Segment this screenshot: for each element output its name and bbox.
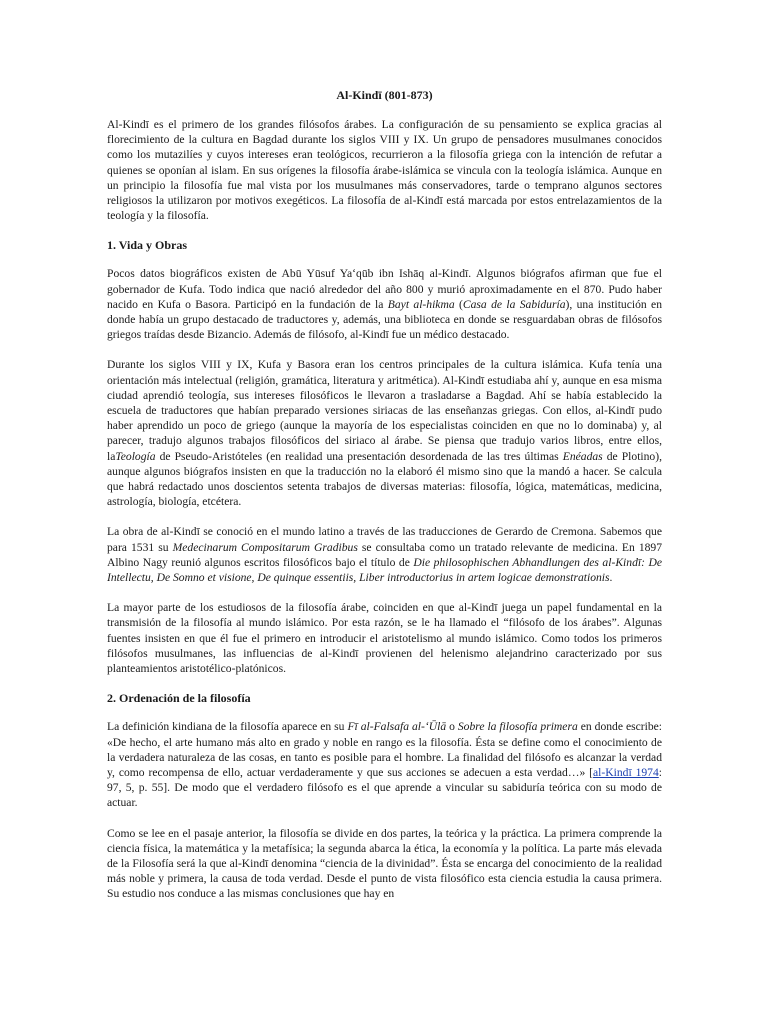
paragraph: La definición kindiana de la filosofía aparece en su Fī al-Falsafa al-‘Ūlā o Sobre la filosofía primera en donde escribe: «De hecho, el arte humano más alto en grado y noble en rango es la filosofía. Ésta se define como el conocimiento de la verdadera naturaleza de las cosas, en tanto es posible para el hombre. La finalidad del filósofo es alcanzar la verdad y, como recompensa de ello, actuar verdaderamente y que sus acciones se adecuen a esta verdad…» [al-Kindī 1974: 97, 5, p. 55]. De modo que el verdadero filósofo es el que aprende a vincular su sabiduría teórica con su modo de actuar. — [107, 720, 662, 810]
paragraph: Durante los siglos VIII y IX, Kufa y Basora eran los centros principales de la cultura islámica. Kufa tenía una orientación más intelectual (religión, gramática, literatura y aritmética). Al-Kindī estudiaba ahí y, aunque en esa misma ciudad aprendió teología, sus intereses filosóficos le llevaron a trasladarse a Bagdad. Ahí se había establecido la escuela de traductores que habían preparado versiones siriacas de las enseñanzas griegas. Con ellos, al-Kindī pudo haber aprendido un poco de griego (aunque la mayoría de los especialistas coinciden en que no lo dominaba) y, al parecer, tradujo algunos trabajos filosóficos del siriaco al árabe. Se piensa que tradujo varios libros, entre ellos, laTeología de Pseudo-Aristóteles (en realidad una presentación desordenada de las tres últimas Enéadas de Plotino), aunque algunos biógrafos insisten en que la traducción no la elaboró él mismo sino que la mandó a hacer. Se calcula que habrá redactado unos doscientos setenta trabajos de diversas materias: filosofía, lógica, matemáticas, medicina, astrología, biología, etcétera. — [107, 358, 662, 509]
document-page — [107, 88, 662, 917]
paragraph: Como se lee en el pasaje anterior, la filosofía se divide en dos partes, la teórica y la práctica. La primera comprende la ciencia física, la matemática y la metafísica; la segunda abarca la ética, la economía y la política. La parte más elevada de la Filosofía será la que al-Kindī denomina “ciencia de la divinidad”. Ésta se encarga del conocimiento de la realidad más noble y primera, la causa de toda verdad. Desde el punto de vista filosófico esta ciencia estudia la causa primera. Su estudio nos conduce a las mismas conclusiones que hay en — [107, 826, 662, 901]
page-title: Al-Kindī (801-873) — [336, 88, 433, 102]
section-heading-vida-obras: 1. Vida y Obras — [107, 238, 188, 253]
paragraph: La obra de al-Kindī se conoció en el mundo latino a través de las traducciones de Gerardo de Cremona. Sabemos que para 1531 su Medecinarum Compositarum Gradibus se consultaba como un tratado relevante de medicina. En 1897 Albino Nagy reunió algunos escritos filosóficos bajo el título de Die philosophischen Abhandlungen des al-Kindī: De Intellectu, De Somno et visione, De quinque essentiis, Liber introductorius in artem logicae demonstrationis. — [107, 525, 663, 585]
section-heading-ordenacion: 2. Ordenación de la filosofía — [107, 691, 251, 706]
paragraph: Pocos datos biográficos existen de Abū Yūsuf Ya‘qūb ibn Ishāq al-Kindī. Algunos biógrafos afirman que fue el gobernador de Kufa. Todo indica que nació alrededor del año 800 y murió aproximadamente en el 870. Pudo haber nacido en Kufa o Basora. Participó en la fundación de la Bayt al-hikma (Casa de la Sabiduría), una institución en donde había un grupo destacado de traductores y, además, una biblioteca en donde se resguardaban obras de filósofos griegos traídas desde Bizancio. Además de filósofo, al-Kindī fue un médico destacado. — [107, 267, 662, 342]
citation-link[interactable]: al-Kindī 1974 — [593, 765, 659, 779]
intro-paragraph: Al-Kindī es el primero de los grandes filósofos árabes. La configuración de su pensamiento se explica gracias al florecimiento de la cultura en Bagdad durante los siglos VIII y IX. Un grupo de pensadores musulmanes conocidos como los mutazilíes y cuyos intereses eran teológicos, recurrieron a la filosofía griega con la intención de refutar a quienes se oponían al islam. En sus orígenes la filosofía árabe-islámica se vincula con la teología islámica. Aunque en un principio la filosofía fue mal vista por los musulmanes más conservadores, tarde o temprano algunos sectores religiosos la utilizaron por motivos exegéticos. La filosofía de al-Kindī está marcada por estos entrelazamientos de la teología y la filosofía. — [107, 118, 662, 223]
paragraph: La mayor parte de los estudiosos de la filosofía árabe, coinciden en que al-Kindī juega un papel fundamental en la transmisión de la filosofía al mundo islámico. Por esta razón, se le ha llamado el “filósofo de los árabes”. Algunas fuentes insisten en que él fue el primero en introducir el aristotelismo al mundo islámico. Como todos los primeros filósofos musulmanes, las influencias de al-Kindī provienen del helenismo alejandrino caracterizado por sus planteamientos aristotélico-platónicos. — [107, 601, 662, 676]
